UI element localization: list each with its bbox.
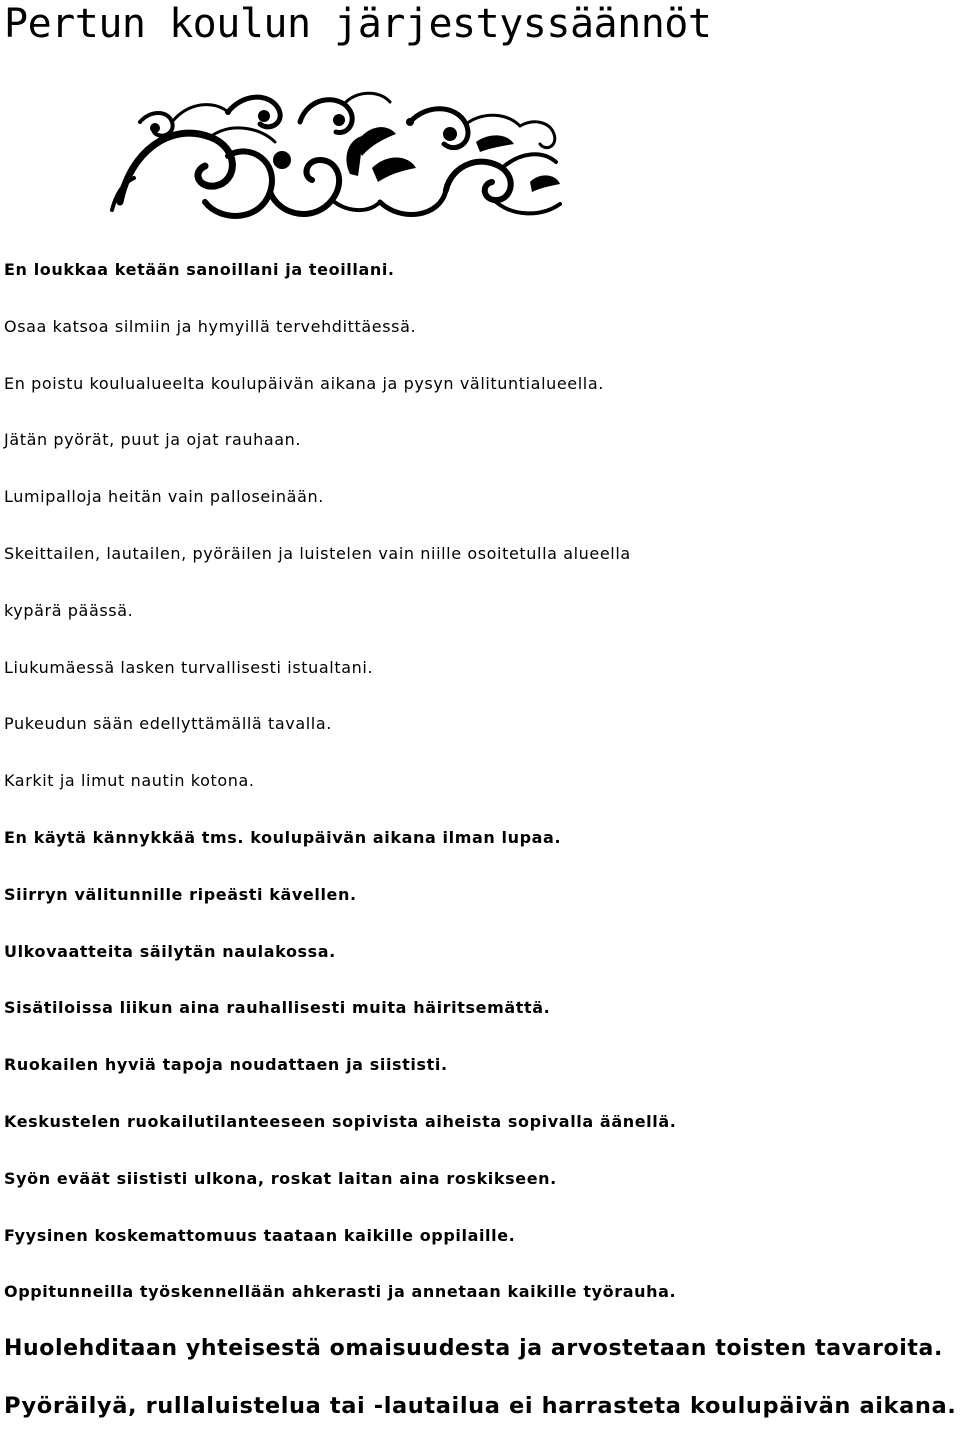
rule-item: Pyöräilyä, rullaluistelua tai -lautailua ei harrasteta koulupäivän aikana. bbox=[4, 1392, 957, 1419]
rule-item: Keskustelen ruokailutilanteeseen sopivista aiheista sopivalla äänellä. bbox=[4, 1111, 677, 1131]
rule-item: Jätän pyörät, puut ja ojat rauhaan. bbox=[4, 430, 302, 450]
rule-item: Siirryn välitunnille ripeästi kävellen. bbox=[4, 884, 357, 904]
rule-item: Syön eväät siististi ulkona, roskat laitan aina roskikseen. bbox=[4, 1168, 557, 1188]
rule-item: kypärä päässä. bbox=[4, 600, 134, 620]
rule-item: En käytä kännykkää tms. koulupäivän aikana ilman lupaa. bbox=[4, 827, 562, 847]
rule-item: En poistu koulualueelta koulupäivän aikana ja pysyn välituntialueella. bbox=[4, 373, 604, 393]
rule-item: Ulkovaatteita säilytän naulakossa. bbox=[4, 941, 336, 961]
rule-item: Ruokailen hyviä tapoja noudattaen ja siististi. bbox=[4, 1055, 448, 1075]
rule-item: Lumipalloja heitän vain palloseinään. bbox=[4, 487, 324, 507]
rule-item: Fyysinen koskemattomuus taataan kaikille oppilaille. bbox=[4, 1225, 516, 1245]
rule-item: Karkit ja limut nautin kotona. bbox=[4, 771, 255, 791]
rule-item: Liukumäessä lasken turvallisesti istualtani. bbox=[4, 657, 374, 677]
rule-item: Sisätiloissa liikun aina rauhallisesti muita häiritsemättä. bbox=[4, 998, 551, 1018]
rule-item: Osaa katsoa silmiin ja hymyillä tervehdittäessä. bbox=[4, 316, 417, 336]
rule-item: Oppitunneilla työskennellään ahkerasti ja annetaan kaikille työrauha. bbox=[4, 1282, 677, 1302]
rule-item: Skeittailen, lautailen, pyöräilen ja luistelen vain niille osoitetulla alueella bbox=[4, 543, 631, 563]
rules-list bbox=[4, 252, 956, 1445]
rule-item: En loukkaa ketään sanoillani ja teoillani. bbox=[4, 260, 395, 279]
page-title: Pertun koulun järjestyssäännöt bbox=[4, 1, 712, 47]
rule-item: Huolehditaan yhteisestä omaisuudesta ja arvostetaan toisten tavaroita. bbox=[4, 1336, 943, 1362]
floral-swirl-icon bbox=[110, 82, 565, 232]
rule-item: Pukeudun sään edellyttämällä tavalla. bbox=[4, 714, 332, 734]
